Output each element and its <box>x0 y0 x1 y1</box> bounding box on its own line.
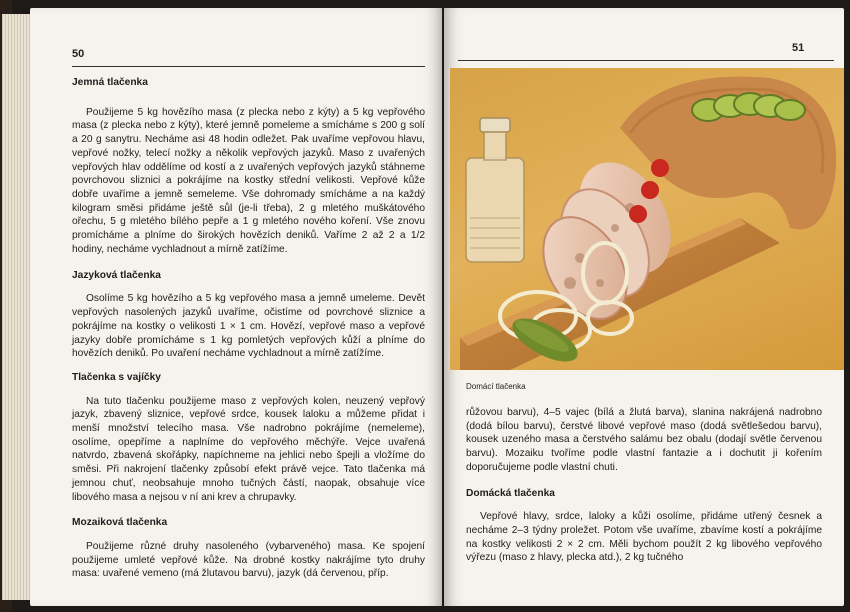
tomato-slice <box>629 205 647 223</box>
page-number-right: 51 <box>792 42 805 54</box>
food-photo-illustration <box>450 68 844 370</box>
page-number-left: 50 <box>72 48 85 60</box>
header-rule <box>72 66 425 67</box>
paragraph: Vepřové hlavy, srdce, laloky a kůži osolíme, přidáme utřený česnek a necháme 2–3 týdny proležet. Potom vše uvaříme, zbavíme kostí a pokrájíme na kostky velikosti 2 × 2 cm. Měli bychom použít 2 kg libového vepřového výřezu (maso z hlavy, plecka atd.), 2 kg tučného <box>466 511 822 564</box>
section-heading: Mozaiková tlačenka <box>72 517 168 529</box>
photo-caption: Domácí tlačenka <box>466 382 526 391</box>
header-rule <box>458 60 834 61</box>
right-page <box>444 8 844 606</box>
glass-bottle <box>466 118 524 262</box>
paragraph: Na tuto tlačenku použijeme maso z vepřových kolen, neuzený vepřový jazyk, zbavený sliznice, vepřové srdce, kousek laloku a můžeme přidat i menší množství telecího masa. Vše nadrobno pokrájíme (nemeleme), osolíme, opepříme a naplníme do vepřového měchýře. Vejce uvařená natvrdo, zbavená skořápky, napíchneme na jehlici nebo špejli a vložíme do směsi. Při nakrojení tlačenky způsobí efekt právě vejce. Tato tlačenka má jemnou chuť, neobsahuje mnoho tučných částí, naopak, obsahuje více libového masa a nejsou v ní ani krev a chrupavky. <box>72 395 425 503</box>
food-photo <box>450 68 844 370</box>
section-heading: Tlačenka s vajíčky <box>72 371 161 383</box>
section-heading: Domácká tlačenka <box>466 487 555 499</box>
paragraph: růžovou barvu), 4–5 vajec (bílá a žlutá barva), slanina nakrájená nadrobno (dodá bílou barvu), čerstvé libové vepřové maso (dodá světlešedou barvu), kousek uzeného masa a čerstvého salámu bez obalu (dodají světle červenou barvu). Mozaiku tvoříme podle vlastní fantazie a i dochutit ji kořením doporučujeme podle vlastní chuti. <box>466 407 822 473</box>
tomato-slice <box>641 181 659 199</box>
section-heading: Jemná tlačenka <box>72 77 148 88</box>
paragraph: Použijeme různé druhy nasoleného (vybarveného) masa. Ke spojení použijeme umleté vepřové kůže. Na drobné kostky nakrájíme tyto druhy masa: uvařené vemeno (má žlutavou barvu), jazyk (dá červenou, příp. <box>72 540 425 580</box>
left-text-column <box>72 76 425 581</box>
left-page <box>30 8 442 606</box>
paragraph: Použijeme 5 kg hovězího masa (z plecka nebo z kýty) a 5 kg vepřového masa (z plecka nebo z kýty), které jemně pomeleme a smícháme s 200 g solí a 20 g sanytru. Necháme asi 48 hodin odležet. Pak uvaříme vepřovou hlavu, vepřové nožky, telecí nožky a několik vepřových jazyků. Maso z uvařených vepřových hlav oddělíme od kostí a z uvařených vepřových jazyků stáhneme povrchovou sliznici a pokrájíme na kostky střední velikosti. Vepřové kůže dobře uvaříme a jemně semeleme. Vše dohromady smícháme a na každý kilogram směsi přidáme ještě sůl (je-li třeba), 2 g mletého muškátového ořechu, 5 g mletého bílého pepře a 1 g mletého nového koření. Vše znovu promícháme a plníme do širokých hovězích deniků. Vaříme 2 až 2 a 1/2 hodiny, necháme vychladnout a mírně zatížíme. <box>72 106 425 255</box>
right-text-column <box>466 406 822 565</box>
tomato-slice <box>651 159 669 177</box>
section-heading: Jazyková tlačenka <box>72 269 161 281</box>
paragraph: Osolíme 5 kg hovězího a 5 kg vepřového masa a jemně umeleme. Devět vepřových nasolených jazyků uvaříme, očistíme od povrchové sliznice a pokrájíme na kostky o velikosti 1 × 1 cm. Hovězí, vepřové maso a vepřové jazyky dobře promícháme s 1 kg pomletých vepřových kůží a plníme do hovězích deniků. Po uvaření necháme vychladnout a mírně zatížíme. <box>72 293 425 360</box>
page-edges <box>2 14 30 600</box>
